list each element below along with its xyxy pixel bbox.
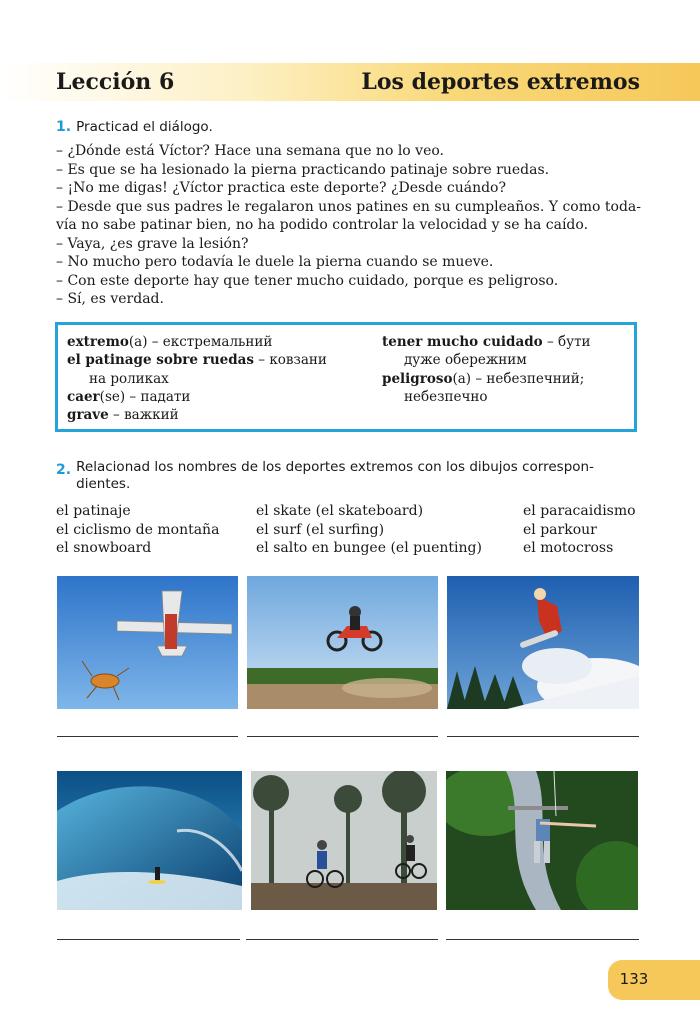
answer-line bbox=[446, 939, 639, 940]
vocab-translation: – падати bbox=[125, 388, 191, 405]
vocab-translation: – бути bbox=[542, 334, 591, 350]
lesson-title: Lección 6 bbox=[56, 69, 175, 95]
vocab-entry bbox=[67, 406, 327, 424]
vocab-continuation: небезпечно bbox=[404, 388, 488, 405]
vocab-translation: – небезпечний; bbox=[471, 370, 585, 387]
vocab-suffix: (a) bbox=[452, 370, 472, 387]
sports-column-3 bbox=[523, 502, 636, 558]
sports-column-1 bbox=[56, 502, 219, 558]
dialog-line: vía no sabe patinar bien, no ha podido controlar la velocidad y se ha caído. bbox=[56, 217, 589, 233]
snowboard-photo bbox=[447, 576, 639, 709]
vocab-entry bbox=[67, 388, 327, 406]
skydiving-photo bbox=[57, 576, 238, 709]
dialog-line: – ¡No me digas! ¿Víctor practica este deporte? ¿Desde cuándo? bbox=[56, 180, 506, 196]
exercise-instruction: Relacionad los nombres de los deportes extremos con los dibujos correspon-dientes. bbox=[76, 459, 594, 492]
vocab-entry bbox=[382, 333, 591, 351]
vocab-translation: – важкий bbox=[108, 407, 179, 424]
sport-name: el snowboard bbox=[56, 540, 152, 556]
vocab-term: tener mucho cuidado bbox=[382, 334, 543, 350]
vocab-suffix: (a) bbox=[128, 334, 148, 350]
exercise-number: 2. bbox=[56, 462, 72, 478]
lesson-topic: Los deportes extremos bbox=[361, 69, 640, 95]
sports-column-2 bbox=[256, 502, 482, 558]
page-number: 133 bbox=[619, 970, 649, 988]
dialog-line: – Vaya, ¿es grave la lesión? bbox=[56, 235, 249, 252]
vocab-term: extremo bbox=[67, 334, 129, 350]
answer-line bbox=[247, 736, 438, 737]
exercise-number: 1. bbox=[56, 119, 72, 135]
vocab-entry bbox=[67, 351, 327, 369]
sport-name: el motocross bbox=[523, 540, 614, 556]
sport-name: el parkour bbox=[523, 521, 597, 538]
vocab-term: grave bbox=[67, 407, 109, 424]
answer-line bbox=[246, 939, 438, 940]
exercise-1-heading bbox=[56, 116, 213, 135]
vocab-entry bbox=[382, 370, 591, 388]
vocab-term: caer bbox=[67, 388, 100, 405]
exercise-instruction: Practicad el diálogo. bbox=[76, 119, 213, 135]
vocab-continuation: дуже обережним bbox=[404, 352, 527, 369]
vocabulary-right-column bbox=[382, 333, 591, 406]
vocabulary-left-column bbox=[67, 333, 327, 424]
vocab-term: peligroso bbox=[382, 370, 453, 387]
dialog-line: – Con este deporte hay que tener mucho cuidado, porque es peligroso. bbox=[56, 272, 559, 289]
vocab-continuation: на роликах bbox=[89, 370, 169, 387]
sport-name: el surf (el surfing) bbox=[256, 521, 385, 538]
sport-name: el salto en bungee (el puenting) bbox=[256, 540, 482, 556]
vocab-term: el patinage sobre ruedas bbox=[67, 352, 255, 369]
sport-name: el patinaje bbox=[56, 503, 131, 519]
vocab-entry bbox=[67, 333, 327, 351]
answer-line bbox=[447, 736, 639, 737]
dialog-line: – Desde que sus padres le regalaron unos patines en su cumpleaños. Y como toda- bbox=[56, 198, 641, 215]
vocab-translation: – екстремальний bbox=[147, 334, 273, 350]
bungee-photo bbox=[446, 771, 638, 910]
mountain-bike-photo bbox=[251, 771, 437, 910]
dialog bbox=[56, 142, 646, 309]
vocab-suffix: (se) bbox=[99, 388, 126, 405]
sport-name: el skate (el skateboard) bbox=[256, 503, 424, 519]
dialog-line: – Es que se ha lesionado la pierna practicando patinaje sobre ruedas. bbox=[56, 161, 550, 178]
dialog-line: – No mucho pero todavía le duele la pierna cuando se mueve. bbox=[56, 254, 494, 270]
dialog-line: – Sí, es verdad. bbox=[56, 291, 164, 307]
surf-photo bbox=[57, 771, 242, 910]
answer-line bbox=[57, 736, 238, 737]
vocab-translation: – ковзани bbox=[254, 352, 327, 369]
exercise-2-heading bbox=[56, 459, 646, 493]
sport-name: el ciclismo de montaña bbox=[56, 521, 220, 538]
motocross-photo bbox=[247, 576, 438, 709]
dialog-line: – ¿Dónde está Víctor? Hace una semana que no lo veo. bbox=[56, 143, 445, 159]
sport-name: el paracaidismo bbox=[523, 503, 636, 519]
answer-line bbox=[57, 939, 240, 940]
vocabulary-box bbox=[55, 322, 637, 432]
